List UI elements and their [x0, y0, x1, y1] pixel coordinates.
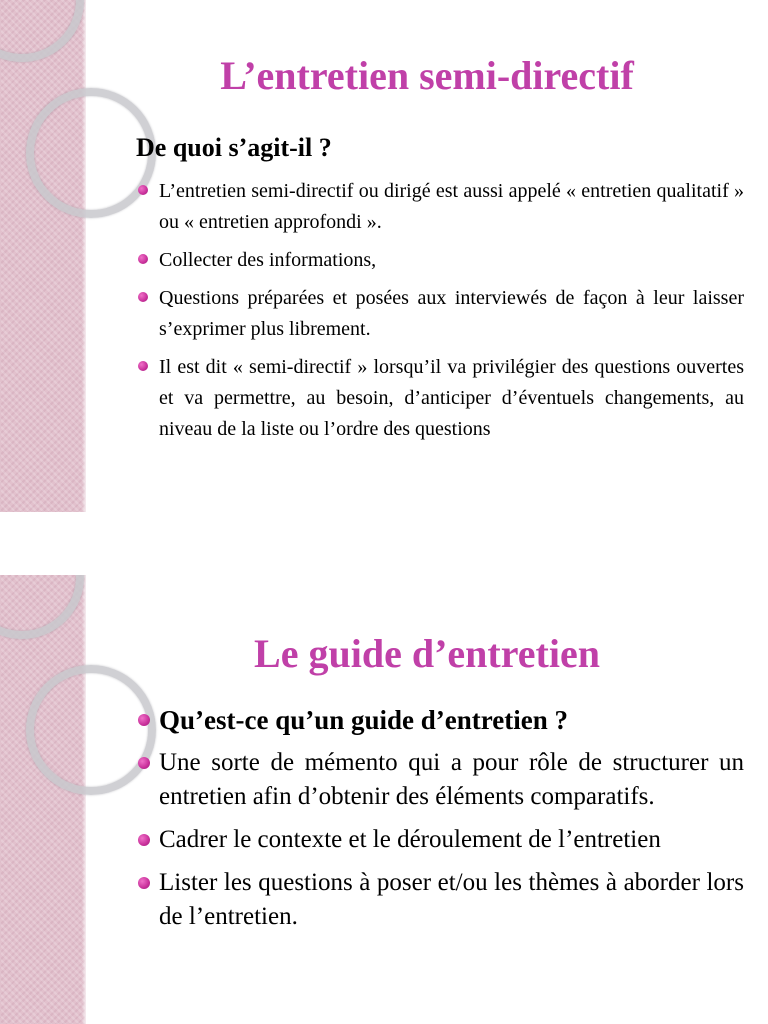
list-item-text: Cadrer le contexte et le déroulement de l’entretien — [159, 826, 661, 853]
list-item-text: Collecter des informations, — [159, 249, 377, 271]
decorative-side-strip — [0, 575, 86, 1024]
bullet-dot-icon — [138, 714, 150, 726]
bullet-list — [136, 176, 744, 452]
list-item — [136, 283, 744, 345]
list-item-text: Qu’est-ce qu’un guide d’entretien ? — [159, 705, 568, 735]
list-item — [136, 823, 744, 857]
list-item — [136, 703, 744, 737]
list-item — [136, 176, 744, 238]
slide-subheading: De quoi s’agit-il ? — [136, 133, 332, 162]
list-item — [136, 245, 744, 276]
list-item-text: Questions préparées et posées aux interviewés de façon à leur laisser s’exprimer plus librement. — [159, 287, 744, 340]
decorative-side-strip — [0, 0, 86, 512]
list-item — [136, 746, 744, 814]
slide-title: Le guide d’entretien — [254, 631, 600, 676]
bullet-dot-icon — [138, 361, 148, 371]
list-item-text: Une sorte de mémento qui a pour rôle de structurer un entretien afin d’obtenir des éléments comparatifs. — [159, 749, 744, 810]
list-item-text: Il est dit « semi-directif » lorsqu’il va privilégier des questions ouvertes et va permettre, au besoin, d’anticiper d’éventuels changements, au niveau de la liste ou l’ordre des questions — [159, 356, 744, 440]
bullet-dot-icon — [138, 254, 148, 264]
list-item-text: Lister les questions à poser et/ou les thèmes à aborder lors de l’entretien. — [159, 869, 744, 930]
bullet-dot-icon — [138, 877, 150, 889]
list-item — [136, 352, 744, 445]
bullet-dot-icon — [138, 834, 150, 846]
slide-2 — [0, 575, 768, 1024]
slide-title: L’entretien semi-directif — [220, 53, 634, 98]
slide-separator — [0, 512, 768, 575]
list-item — [136, 866, 744, 934]
list-item-text: L’entretien semi-directif ou dirigé est aussi appelé « entretien qualitatif » ou « entretien approfondi ». — [159, 180, 744, 233]
bullet-list — [136, 703, 744, 943]
bullet-dot-icon — [138, 757, 150, 769]
bullet-dot-icon — [138, 292, 148, 302]
bullet-dot-icon — [138, 185, 148, 195]
